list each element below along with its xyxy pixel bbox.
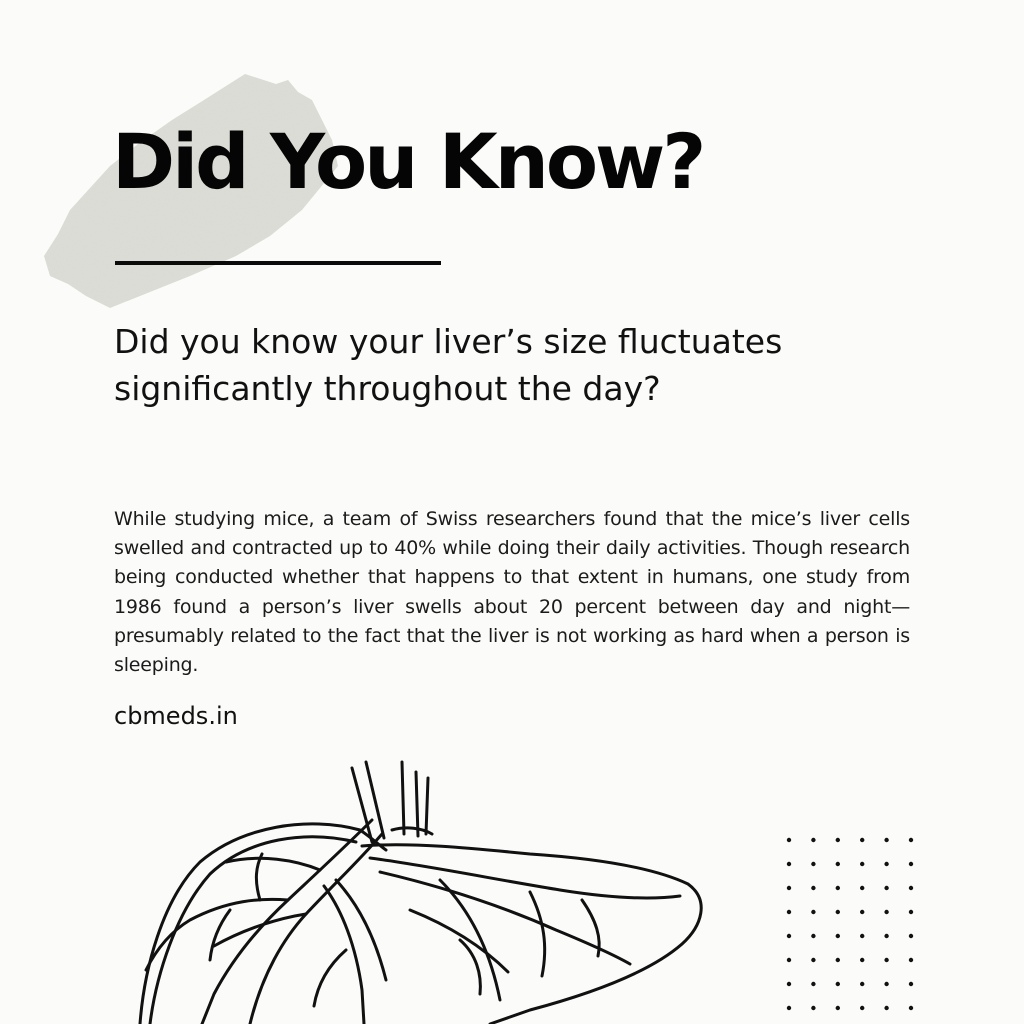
pattern-dot [909, 910, 913, 914]
vessel-right-2 [416, 772, 418, 836]
vessel-right [402, 762, 404, 834]
pattern-dot [787, 982, 791, 986]
pattern-dot [836, 934, 840, 938]
pattern-dot [836, 1006, 840, 1010]
dot-grid-pattern [784, 836, 918, 1024]
pattern-dot [909, 862, 913, 866]
twig-1 [210, 910, 230, 960]
vessel-right-3 [426, 778, 428, 834]
pattern-dot [860, 958, 864, 962]
pattern-dot [836, 982, 840, 986]
fact-body: While studying mice, a team of Swiss researchers found that the mice’s liver cells swelled and contracted up to 40% while doing their daily activities. Though research being conducted whether that happens to that extent in humans, one study from 1986 found a person’s liver swells about 20 percent between day and night—presumably related to the fact that the liver is not working as hard when a person is sleeping. [114, 508, 910, 677]
pattern-dot [884, 838, 888, 842]
twig-3 [314, 950, 346, 1006]
pattern-dot [787, 910, 791, 914]
pattern-dot [811, 910, 815, 914]
headline: Did You Know? [112, 117, 704, 206]
pattern-dot [909, 1006, 913, 1010]
pattern-dot [787, 862, 791, 866]
branch-up-1 [226, 858, 320, 870]
pattern-dot [860, 838, 864, 842]
pattern-dot [884, 910, 888, 914]
pattern-dot [811, 934, 815, 938]
pattern-dot [811, 982, 815, 986]
pattern-dot [787, 934, 791, 938]
pattern-dot [787, 958, 791, 962]
pattern-dot [811, 958, 815, 962]
pattern-dot [884, 1006, 888, 1010]
pattern-dot [860, 886, 864, 890]
pattern-dot [884, 982, 888, 986]
pattern-dot [860, 862, 864, 866]
pattern-dot [909, 838, 913, 842]
pattern-dot [909, 982, 913, 986]
pattern-dot [787, 886, 791, 890]
pattern-dot [836, 886, 840, 890]
portal-trunk [202, 820, 372, 1024]
pattern-dot [860, 982, 864, 986]
branch-down-1 [324, 886, 364, 1024]
branch-right-1 [370, 858, 680, 898]
pattern-dot [909, 934, 913, 938]
divider-line [115, 261, 441, 265]
pattern-dot [860, 934, 864, 938]
pattern-dot [787, 1006, 791, 1010]
twig-2 [256, 854, 262, 900]
pattern-dot [860, 910, 864, 914]
pattern-dot [884, 862, 888, 866]
pattern-dot [884, 958, 888, 962]
pattern-dot [811, 886, 815, 890]
fact-question: Did you know your liver’s size fluctuates significantly throughout the day? [114, 322, 783, 408]
pattern-dot [811, 1006, 815, 1010]
pattern-dot [860, 1006, 864, 1010]
pattern-dot [787, 838, 791, 842]
pattern-dot [836, 958, 840, 962]
branch-right-5 [530, 892, 545, 976]
liver-illustration [110, 750, 730, 1024]
pattern-dot [884, 934, 888, 938]
pattern-dot [909, 958, 913, 962]
pattern-dot [836, 838, 840, 842]
twig-4 [460, 940, 480, 994]
source-website: cbmeds.in [114, 702, 238, 730]
pattern-dot [909, 886, 913, 890]
pattern-dot [836, 910, 840, 914]
liver-outline-right [362, 845, 701, 1024]
branch-down-2 [336, 880, 386, 980]
pattern-dot [836, 862, 840, 866]
pattern-dot [884, 886, 888, 890]
pattern-dot [811, 838, 815, 842]
pattern-dot [811, 862, 815, 866]
